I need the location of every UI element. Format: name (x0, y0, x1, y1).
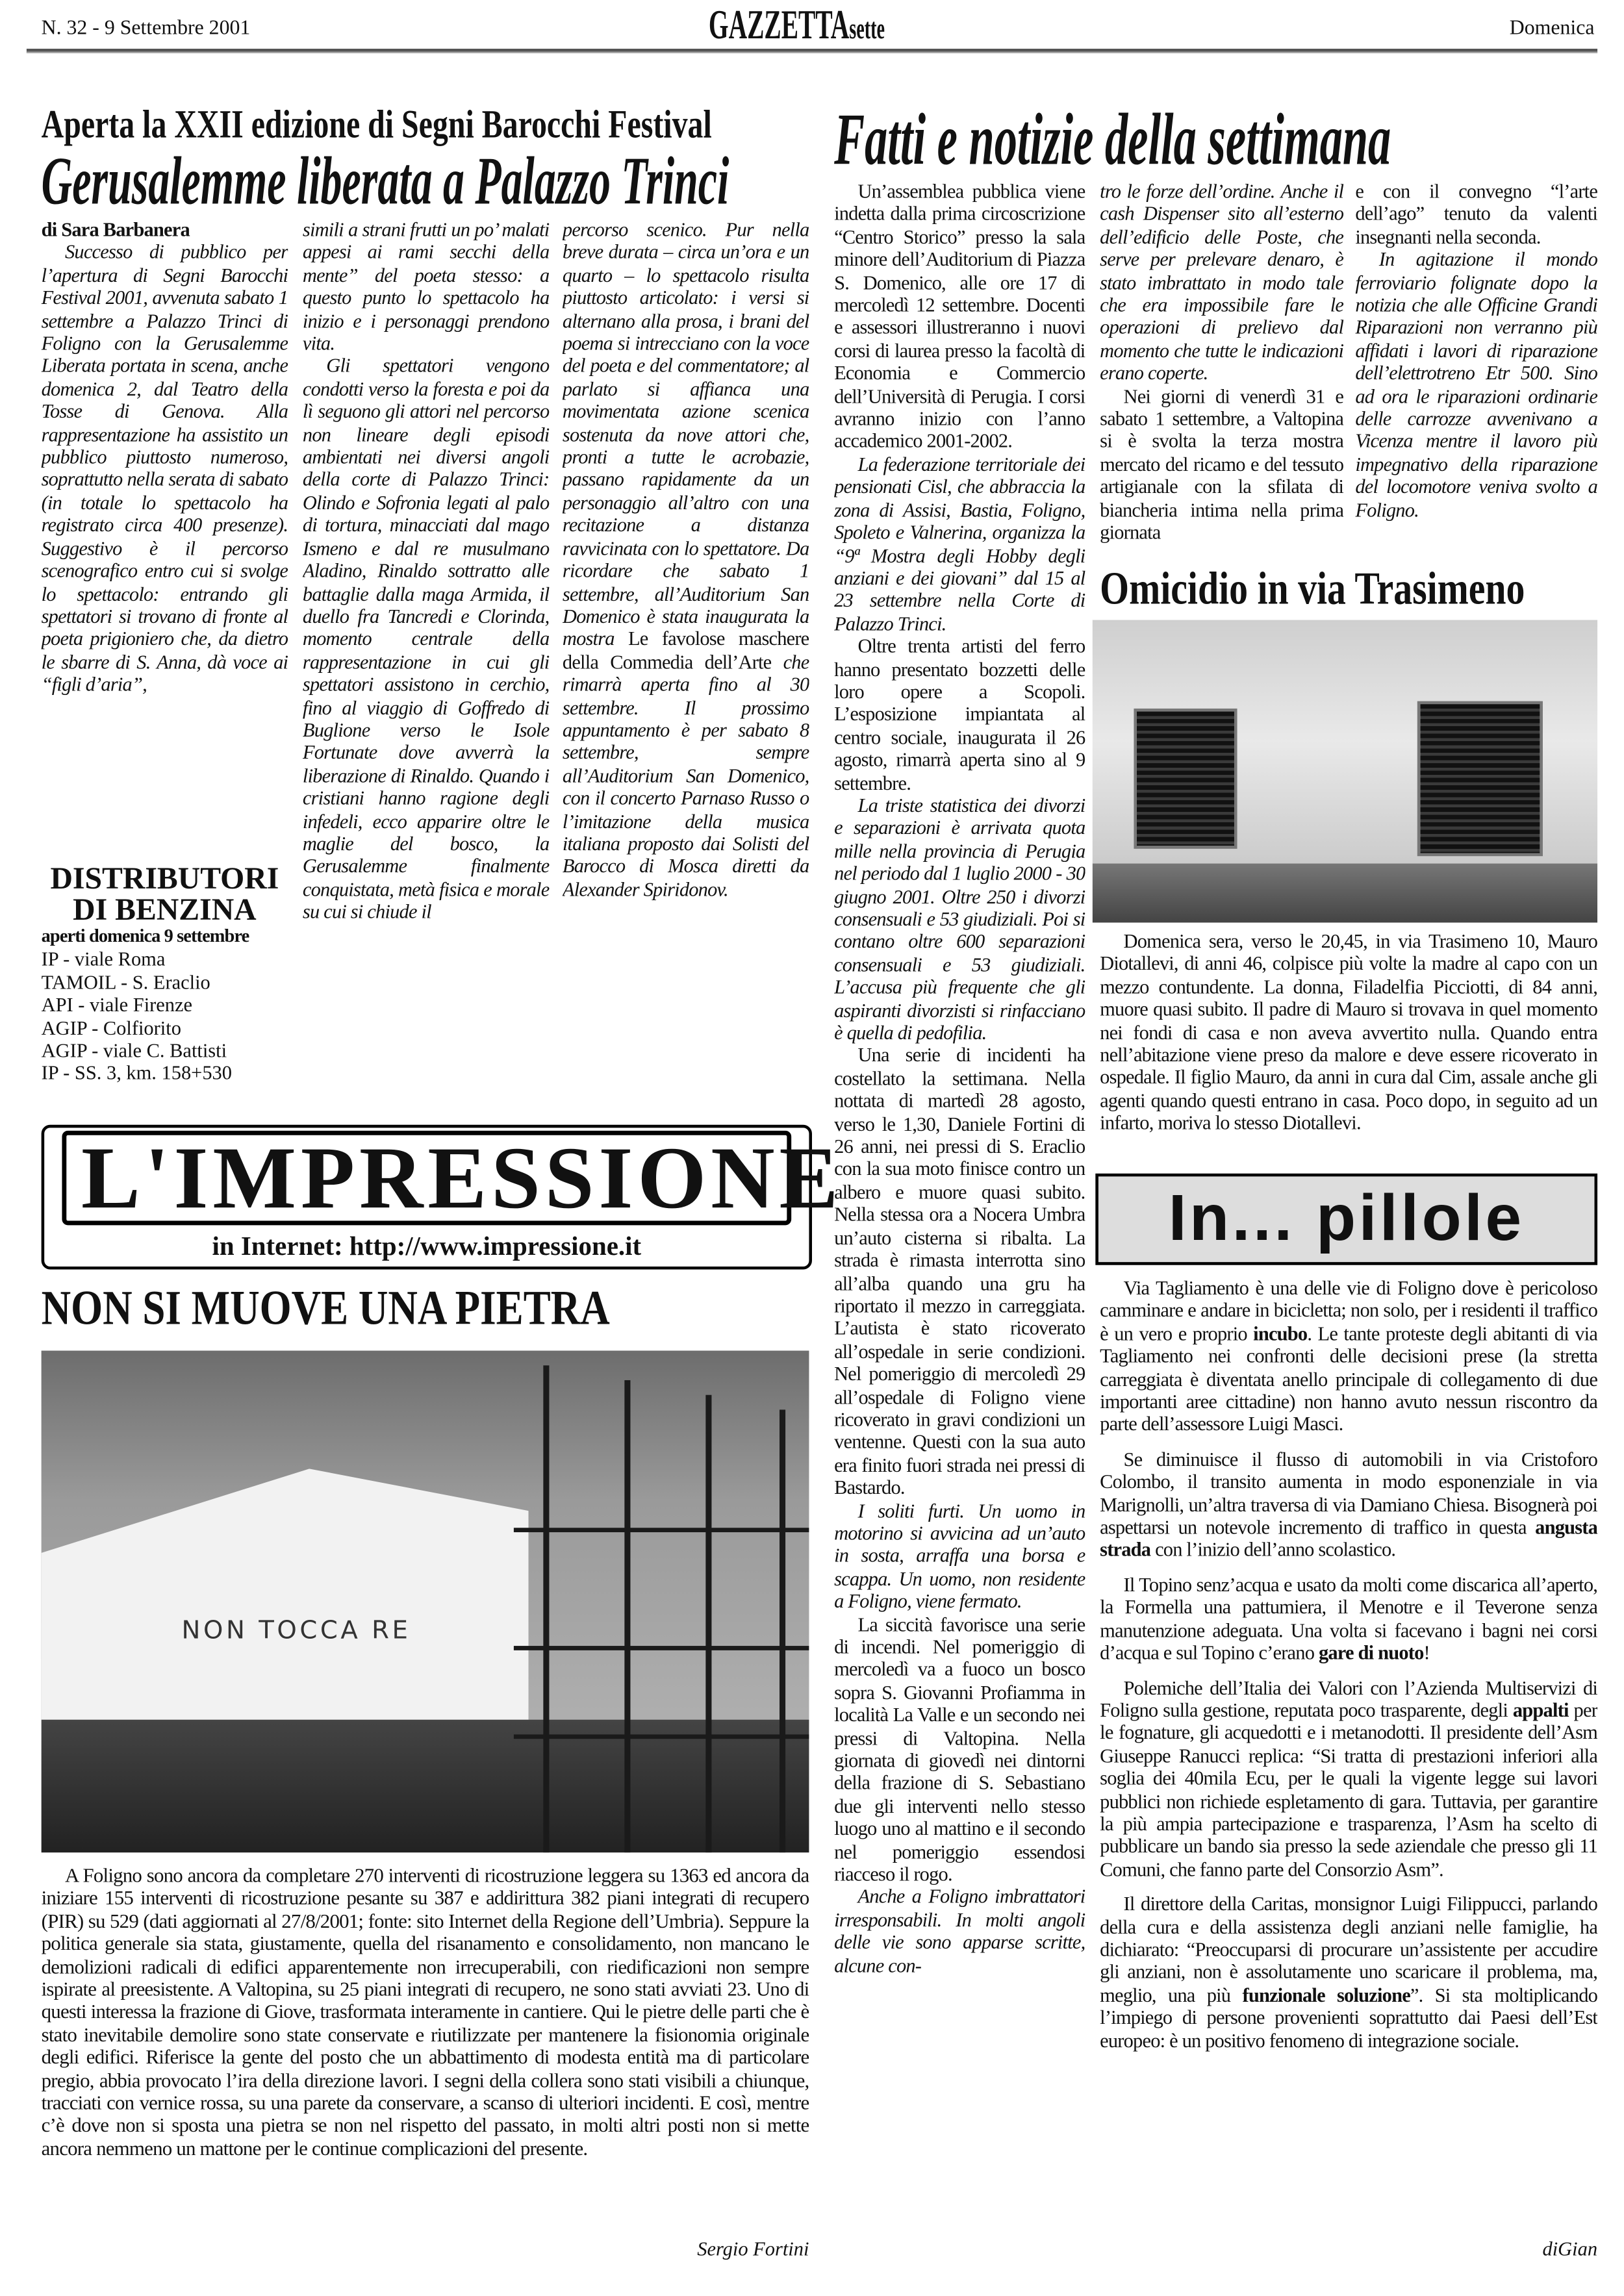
issue-date: N. 32 - 9 Settembre 2001 (41, 18, 251, 40)
fatti-column-1 (834, 180, 1085, 2254)
pillola-text: per le fognature, gli acquedotti e i metanodotti. Il presidente dell’Asm Giuseppe Ranucci replica: “Si tratta di prestazioni inferiori alla soglia dei 40mila Ecu, per le quali la vigente legge sui lavori pubblici non richiede espletamento di gara. Tuttavia, per garantire la più ampia partecipazione e trasparenza, l’Asm ha scelto di pubblicare un bando sia presso la sede aziendale che presso gli 11 Comuni, che fanno parte del Consorzio Asm”. (1100, 1698, 1598, 1880)
pillola-item (1100, 1448, 1597, 1561)
header-rule (27, 49, 1597, 53)
pillola-text: Via Tagliamento è una delle vie di Foligno dove è pericoloso camminare e andare in bicicletta; non solo, per i residenti il traffico è un vero e proprio (1100, 1276, 1598, 1345)
pillola-item (1100, 1676, 1597, 1881)
highlight-text: appalti (1512, 1698, 1569, 1721)
graffiti-text: NON TOCCA RE (181, 1616, 411, 1646)
fuel-station-item: AGIP - viale C. Battisti (41, 1039, 227, 1062)
fuel-stations-subtitle: aperti domenica 9 settembre (41, 925, 249, 946)
festival-text: simili a strani frutti un po’ malati appesi ai rami secchi della mente” del poeta stesso: a questo punto lo spettacolo ha inizio e i personaggi prendono vita. (302, 218, 550, 355)
masthead-sub: sette (849, 13, 885, 46)
festival-text: percorso scenico. Pur nella breve durata – circa un’ora e un quarto – lo spettacolo risulta piuttosto articolato: i versi si alternano alla prosa, i brani del poema si intrecciano con la voce del poeta e del commentatore; al parlato si affianca una movimentata azione scenica sostenuta da nove attori che, pronti a tutte le acrobazie, passano rapidamente da un personaggio all’altro con una recitazione a distanza ravvicinata con lo spettatore. Da ricordare che sabato 1 settembre, all’Auditorium San Domenico è stata inaugurata la mostra (562, 218, 809, 650)
pietra-title: NON SI MUOVE UNA PIETRA (41, 1282, 610, 1336)
fuel-station-item: API - viale Firenze (41, 994, 193, 1016)
pillola-text: ! (1423, 1641, 1430, 1664)
festival-text: Gli spettatori vengono condotti verso la foresta e poi da lì seguono gli attori nel percorso non lineare degli episodi ambientati nei diversi angoli della corte di Palazzo Trinci: Olindo e Sofronia legati al palo di tortura, minacciati dal mago Ismeno e dal re musulmano Aladino, Rinaldo sottratto alle battaglie dalla maga Armida, il duello fra Tancredi e Clorinda, momento centrale della rappresentazione in cui gli spettatori assistono in cerchio, fino al viaggio di Goffredo di Buglione verso le Isole Fortunate dove avverrà la liberazione di Rinaldo. Quando i cristiani hanno ragione degli infedeli, ecco apparire oltre le maglie del bosco, la Gerusalemme finalmente conquistata, metà fisica e morale su cui si chiude il (302, 355, 550, 923)
festival-column-1 (42, 218, 288, 856)
pietra-signature: Sergio Fortini (697, 2238, 809, 2260)
omicidio-title: Omicidio in via Trasimeno (1100, 562, 1525, 614)
pillola-text: Il direttore della Caritas, monsignor Luigi Filippucci, parlando della cura e della assistenza degli anziani nelle famiglie, ha dichiarato: “Preoccuparsi di procurare un’assistente per accudire gli anziani, non è assolutamente uno scaricare il problema, ma, meglio, una più (1100, 1892, 1598, 2006)
weekday: Domenica (1509, 18, 1595, 40)
pillola-text: Se diminuisce il flusso di automobili in via Cristoforo Colombo, il transito aumenta in modo esponenziale in via Marignolli, un’altra traversa di via Damiano Chiesa. Bisognerà poi aspettarsi un notevole incremento di traffico in questa (1100, 1448, 1598, 1539)
fatti-column-3 (1355, 180, 1597, 561)
festival-title: Gerusalemme liberata a Palazzo Trinci (41, 143, 730, 219)
news-item: Anche a Foligno imbrattatori irresponsabili. In molti angoli delle vie sono apparse scritte, alcune con- (834, 1886, 1085, 1976)
highlight-text: angusta strada (1100, 1516, 1598, 1561)
highlight-text: gare di nuoto (1318, 1641, 1424, 1664)
pillole-text (1100, 1277, 1597, 2230)
highlight-text: funzionale soluzione (1242, 1984, 1410, 2006)
pillola-text: Polemiche dell’Italia dei Valori con l’Azienda Multiservizi di Foligno sulla gestione, reputata poco trasparente, degli (1100, 1676, 1598, 1721)
news-item: La siccità favorisce una serie di incendi. Nel pomeriggio di mercoledì va a fuoco un bosco sopra S. Giovanni Profiamma in località La Valle e un secondo nei pressi di Valtopina. Nella giornata di giovedì nei dintorni della frazione di S. Sebastiano due gli interventi nello stesso luogo uno al mattino e il secondo nel pomeriggio essendosi riacceso il rogo. (834, 1613, 1085, 1886)
pillole-signature: diGian (1542, 2238, 1598, 2260)
festival-text: che rimarrà aperta fino al 30 settembre. Il prossimo appuntamento è per sabato 8 settembre, sempre all’Auditorium San Domenico, con il concerto Parnaso Russo o l’imitazione della musica italiana proposto dai Solisti del Barocco di Mosca diretti da Alexander Spiridonov. (562, 650, 809, 900)
fuel-stations-box (41, 860, 288, 1092)
festival-column-3 (563, 218, 809, 1096)
fuel-stations-list (42, 948, 288, 1085)
news-item: I soliti furti. Un uomo in motorino si avvicina ad un’auto in sosta, arraffa una borsa e scappa. Un uomo, non residente a Foligno, viene fermato. (834, 1499, 1085, 1613)
exhibition-name: Le favolose maschere della Commedia dell’Arte (562, 627, 809, 673)
festival-kicker: Aperta la XXII edizione di Segni Barocchi Festival (41, 101, 712, 146)
masthead (709, 3, 900, 51)
pillola-item (1100, 1573, 1597, 1664)
pillola-text: . Le tante proteste degli abitanti di via Tagliamento nei confronti delle decisioni prese (la stretta carreggiata è diventata anello principale di collegamento di due importanti aree cittadine) non hanno avuto nessun riscontro da parte dell’assessore Luigi Masci. (1100, 1322, 1598, 1436)
fuel-station-item: AGIP - Colfiorito (41, 1016, 181, 1039)
news-item: La federazione territoriale dei pensionati Cisl, che abbraccia la zona di Assisi, Bastia, Foligno, Spoleto e Valnerina, organizza la “9ª Mostra degli Hobby degli anziani e dei giovani” dal 15 al 23 settembre nella Corte di Palazzo Trinci. (834, 453, 1085, 635)
impressione-ad[interactable] (42, 1125, 843, 1270)
byline: di Sara Barbanera (41, 218, 190, 241)
impressione-logo: L'IMPRESSIONE (62, 1131, 791, 1225)
news-item: La triste statistica dei divorzi e separazioni è arrivata quota mille nella provincia di Perugia nel periodo dal 1 luglio 2000 - 30 giugno 2001. Oltre 250 i divorzi consensuali e 53 giudiziali. Poi si contano oltre 600 separazioni consensuali e 53 giudiziali. L’accusa più frequente che gli aspiranti divorzisti si rinfacciano è quella di pedofilia. (834, 794, 1085, 1044)
news-item: Nei giorni di venerdì 31 e sabato 1 settembre, a Valtopina si è svolta la terza mostra mercato del ricamo e del tessuto artigianale con la sfilata di biancheria intima nella prima giornata (1100, 385, 1344, 544)
impressione-url[interactable]: in Internet: http://www.impressione.it (212, 1231, 642, 1261)
news-item: Un’assemblea pubblica viene indetta dalla prima circoscrizione “Centro Storico” presso la sala minore dell’Auditorium di Piazza S. Domenico, alle ore 17 di mercoledì 12 settembre. Docenti e assessori illustreranno i nuovi corsi di laurea presso la facoltà di Economia e Commercio dell’Università di Perugia. I corsi avranno inizio con l’anno accademico 2001-2002. (834, 180, 1085, 453)
fuel-station-item: TAMOIL - S. Eraclio (41, 971, 210, 994)
pillola-item (1100, 1893, 1597, 2052)
news-item: Oltre trenta artisti del ferro hanno presentato bozzetti delle loro opere a Scopoli. L’esposizione impiantata al centro sociale, inaugurata il 26 agosto, rimarrà aperta sino al 9 settembre. (834, 635, 1085, 794)
news-item: tro le forze dell’ordine. Anche il cash Dispenser sito all’esterno dell’edificio delle Poste, che serve per prelevare denaro, è stato imbrattato in modo tale che era impossibile fare le operazioni di prelievo dal momento che tutte le indicazioni erano coperte. (1100, 180, 1344, 385)
pillola-text: ”. Si sta moltiplicando l’impiego di persone provenienti soprattutto dai Paesi dell’Est europeo: è un positivo fenomeno di integrazione sociale. (1100, 1984, 1598, 2052)
pillola-item (1100, 1277, 1597, 1436)
pillola-text: Il Topino senz’acqua e usato da molti come discarica all’aperto, la Formella una pattumiera, il Menotre e il Teverone senza manutenzione adeguata. Una volta si facevano i bagni nei corsi d’acqua e sul Topino c’erano (1100, 1573, 1598, 1664)
pillole-title: In... pillole (1095, 1174, 1597, 1265)
fuel-station-item: IP - SS. 3, km. 158+530 (41, 1062, 232, 1085)
news-item: e con il convegno “l’arte dell’ago” tenuto da valenti insegnanti nella seconda. (1355, 180, 1598, 248)
fatti-title: Fatti e notizie della settimana (834, 97, 1391, 181)
omicidio-text: Domenica sera, verso le 20,45, in via Trasimeno 10, Mauro Diotallevi, di anni 46, colpisce più volte la madre al capo con un mezzo contundente. La donna, Filadelfia Picciotti, di 84 anni, muore quasi subito. Il padre di Mauro si trovava in quel momento nei fondi di casa e non aveva avvertito nulla. Quando entra nell’abitazione viene preso da malore e deve essere ricoverato in ospedale. Il figlio Mauro, da anni in cura dal Cim, assale anche gli agenti quando questi entrano in casa. Poco dopo, in seguito ad un infarto, moriva lo stesso Diotallevi. (1100, 929, 1598, 1135)
scaffolding-photo (42, 1351, 809, 1853)
fatti-column-2 (1100, 180, 1343, 561)
festival-text: Successo di pubblico per l’apertura di Segni Barocchi Festival 2001, avvenuta sabato 1 settembre a Palazzo Trinci di Foligno con la Gerusalemme Liberata portata in scena, anche domenica 2, dal Teatro della Tosse di Genova. Alla rappresentazione ha assistito un pubblico piuttosto numeroso, soprattutto nella serata di sabato (in totale lo spettacolo ha registrato circa 400 presenze). Suggestivo è il percorso scenografico entro cui si svolge lo spettacolo: entrando gli spettatori si trovano di fronte al poeta prigioniero che, da dietro le sbarre di S. Anna, dà voce ai “figli d’aria”, (41, 241, 288, 696)
pillola-text: con l’inizio dell’anno scolastico. (1150, 1539, 1396, 1561)
highlight-text: incubo (1253, 1322, 1308, 1345)
masthead-main: GAZZETTA (708, 3, 850, 49)
pietra-text: A Foligno sono ancora da completare 270 interventi di ricostruzione leggera su 1363 ed ancora da iniziare 155 interventi di ricostruzione pesante su 387 e addirittura 382 piani integrati di recupero (PIR) su 529 (dati aggiornati al 27/8/2001; fonte: sito Internet della Regione dell’Umbria). Seppure la politica generale sia stata, giustamente, quella del risanamento e consolidamento, non mancano le demolizioni radicali di edifici apparentemente non irrecuperabili, con riedificazioni non sempre ispirate al preesistente. A Valtopina, su 25 piani integrati di recupero, ne sono stati avviati 23. Uno di questi interessa la frazione di Giove, trasformata interamente in cantiere. Qui le pietre delle parti che è stato inevitabile demolire sono state conservate e riutilizzate per mantenere la fisionomia originale degli edifici. Riferisce la gente del posto che un abbattimento di modesta entità ma di particolare pregio, abbia provocato l’ira della direzione lavori. I segni della collera sono stati visibili a chiunque, tracciati con vernice rossa, su una parete da conservare, a scanso di ulteriori incidenti. E così, mentre c’è dove non si sposta una pietra se non nel rispetto del passato, in molti altri posti non si mette ancora nemmeno un mattone per le continue complicazioni del presente. (41, 1864, 809, 2160)
news-item: Una serie di incidenti ha costellato la settimana. Nella nottata di martedì 28 agosto, verso le 1,30, Daniele Fortini di 26 anni, nei pressi di S. Eraclio con la sua moto finisce contro un albero e muore quasi subito. Nella stessa ora a Nocera Umbra un’auto cisterna si ribalta. La strada è rimasta interrotta sino all’alba quando una gru ha riportato il mezzo in carreggiata. L’autista è stato ricoverato all’ospedale in serie condizioni. Nel pomeriggio di mercoledì 29 all’ospedale di Foligno viene ricoverato in gravi condizioni un ventenne. Questi con la sua auto era finito fuori strada nei pressi di Bastardo. (834, 1044, 1085, 1499)
festival-column-2 (303, 218, 550, 1096)
building-photo (1093, 620, 1597, 923)
fuel-stations-title: DISTRIBUTORI DI BENZINA (50, 860, 279, 927)
news-item: In agitazione il mondo ferroviario folignate dopo la notizia che alle Officine Grandi Riparazioni non verranno più affidati i lavori di riparazione dell’elettrotreno Etr 500. Sino ad ora le riparazioni ordinarie delle carrozze avvenivano a Vicenza mentre il lavoro più impegnativo della riparazione del locomotore veniva svolto a Foligno. (1355, 248, 1598, 521)
fuel-station-item: IP - viale Roma (41, 948, 166, 971)
